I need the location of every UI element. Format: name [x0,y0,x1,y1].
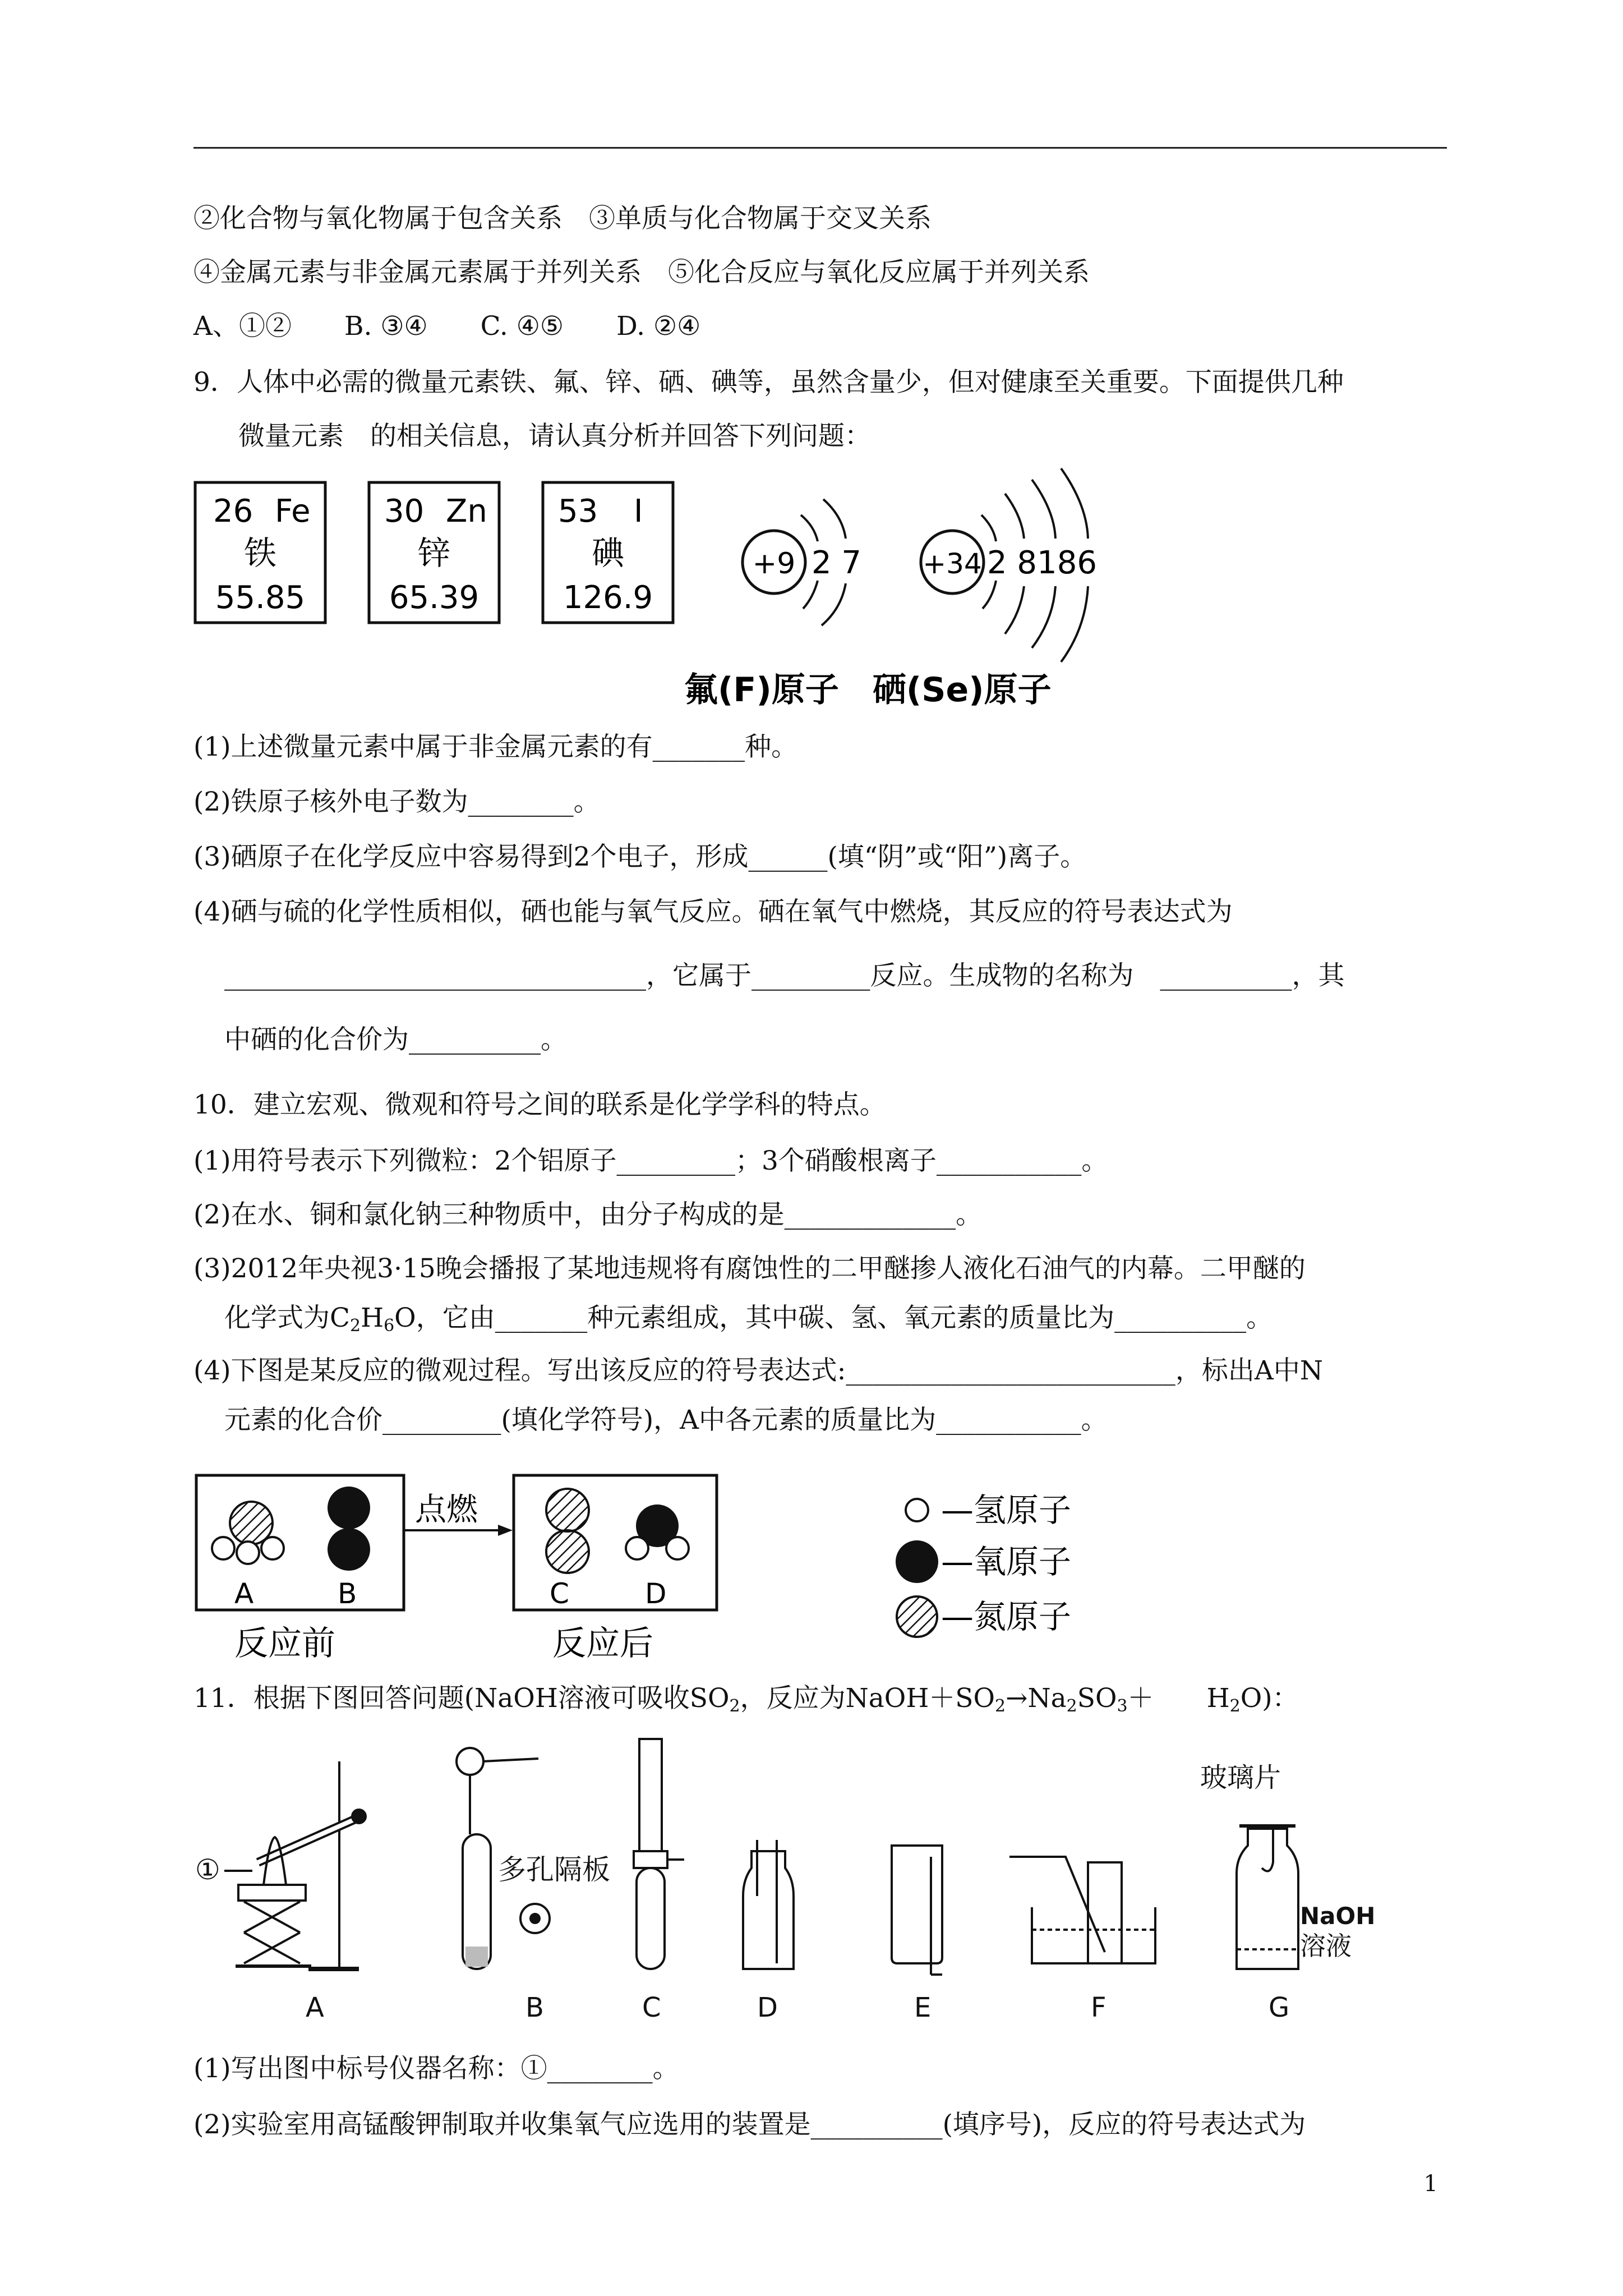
q10-part-4-cont: 元素的化合价_________(填化学符号)，A中各元素的质量比为___________。 [224,1405,1108,1435]
element-name: 铁 [243,534,277,572]
label-a: A [234,1577,254,1610]
q9-part-3: (3)硒原子在化学反应中容易得到2个电子，形成______(填“阴”或“阳”)离子。 [193,841,1087,872]
label-f: F [1091,1992,1106,2023]
element-number: 26 [213,493,253,530]
label-b: B [338,1577,357,1610]
atom-caption: 氟(F)原子 硒(Se)原子 [684,670,1052,710]
selenium-atom-diagram [921,468,1097,662]
apparatus-figure [191,1728,1424,2025]
element-name: 碘 [591,534,625,572]
q9-part-1: (1)上述微量元素中属于非金属元素的有_______种。 [193,731,798,762]
question-11-stem [193,1682,1299,1723]
q11-sub: 3 [1117,1696,1128,1716]
arrow-label: 点燃 [415,1492,478,1528]
apparatus-labels [306,1992,1289,2023]
label-g: G [1269,1992,1290,2023]
apparatus-a [195,1761,366,1969]
glass-plate-label: 玻璃片 [1200,1762,1281,1793]
before-caption: 反应前 [234,1624,335,1663]
element-card-i [543,482,673,623]
apparatus-f [1009,1857,1155,1963]
q11-sub: 2 [995,1696,1006,1716]
formula-sub: 6 [384,1316,395,1336]
element-number: 53 [558,493,598,530]
before-box [196,1475,404,1610]
q11-text: O)： [1240,1683,1299,1714]
reaction-figure [191,1470,1178,1672]
selenium-shells: 2 8186 [987,545,1097,581]
text-line-1: ②化合物与氧化物属于包含关系 ③单质与化合物属于交叉关系 [193,203,932,234]
q11-sub: 2 [729,1696,740,1716]
question-9-stem: 9．人体中必需的微量元素铁、氟、锌、硒、碘等，虽然含量少，但对健康至关重要。下面提供几种 [193,367,1344,398]
header-rule [193,147,1447,149]
element-card-zn [369,482,499,623]
element-symbol: Zn [446,493,487,530]
question-9-stem-cont: 微量元素 的相关信息，请认真分析并回答下列问题： [238,421,871,452]
selenium-nucleus: +34 [923,547,982,580]
element-mass: 126.9 [562,579,653,616]
label-d: D [645,1577,667,1610]
text-line-2: ④金属元素与非金属元素属于并列关系 ⑤化合反应与氧化反应属于并列关系 [193,257,1090,288]
element-mass: 55.85 [215,579,306,616]
q9-part-4: (4)硒与硫的化学性质相似，硒也能与氧气反应。硒在氧气中燃烧，其反应的符号表达式为 [193,896,1233,927]
label-c: C [550,1577,569,1610]
apparatus-b [457,1748,610,1969]
fluorine-shells: 2 7 [811,545,862,581]
legend-nitrogen: —氮原子 [941,1598,1072,1636]
q10-part-2: (2)在水、铜和氯化钠三种物质中，由分子构成的是_____________。 [193,1199,983,1230]
apparatus-d [743,1840,794,1969]
element-name: 锌 [417,534,451,572]
fluorine-atom-diagram [743,499,861,625]
element-symbol: Fe [275,493,311,530]
answer-choices: A、①② B. ③④ C. ④⑤ D. ②④ [193,311,701,342]
q10-part-3-cont [224,1301,1272,1343]
q11-text: ＋ H [1127,1683,1230,1714]
legend-hydrogen: —氢原子 [941,1491,1072,1529]
question-10-stem: 10．建立宏观、微观和符号之间的联系是化学学科的特点。 [193,1089,886,1120]
apparatus-c [634,1739,684,1969]
label-d: D [757,1992,778,2023]
label-c: C [642,1992,661,2023]
element-mass: 65.39 [389,579,479,616]
q11-text: SO [1077,1683,1117,1714]
q9-part-4-cont: ________________________________，它属于_________反应。生成物的名称为 __________，其 [224,960,1345,991]
after-box [514,1475,717,1610]
q11-part-2: (2)实验室用高锰酸钾制取并收集氧气应选用的装置是__________(填序号)，反应的符号表达式为 [193,2109,1306,2140]
arrow [404,1492,513,1536]
formula-pre: 化学式为C [224,1303,350,1333]
formula-post: O，它由_______种元素组成，其中碳、氢、氧元素的质量比为__________。 [394,1303,1273,1333]
apparatus-g [1200,1762,1375,1969]
element-number: 30 [384,493,425,530]
q10-part-3: (3)2012年央视3·15晚会播报了某地违规将有腐蚀性的二甲醚掺人液化石油气的内幕。二甲醚的 [193,1253,1306,1284]
q10-part-4: (4)下图是某反应的微观过程。写出该反应的符号表达式:_________________________，标出A中N [193,1355,1323,1386]
label-e: E [914,1992,932,2023]
page-number: 1 [1423,2171,1438,2197]
element-info-figure [191,466,1155,724]
naoh-solution-label: 溶液 [1300,1931,1352,1961]
porous-plate-label: 多孔隔板 [498,1853,610,1886]
legend-oxygen: —氧原子 [941,1543,1072,1581]
q9-part-4-end: 中硒的化合价为__________。 [224,1024,567,1055]
q11-text: ，反应为NaOH＋SO [740,1683,995,1714]
q11-text: →Na [1006,1683,1067,1714]
element-card-fe [195,482,325,623]
element-symbol: I [634,493,643,530]
fluorine-nucleus: +9 [752,547,796,581]
naoh-label: NaOH [1300,1902,1376,1930]
apparatus-e [892,1846,942,1975]
q9-part-2: (2)铁原子核外电子数为________。 [193,786,600,817]
q11-sub: 2 [1066,1696,1077,1716]
formula-sub: 2 [349,1316,361,1336]
label-b: B [525,1992,544,2023]
q11-sub: 2 [1229,1696,1241,1716]
q11-text: 11．根据下图回答问题(NaOH溶液可吸收SO [193,1683,730,1714]
q11-part-1: (1)写出图中标号仪器名称：①________。 [193,2053,679,2084]
after-caption: 反应后 [552,1624,653,1663]
legend [896,1491,1071,1637]
q10-part-1: (1)用符号表示下列微粒：2个铝原子_________；3个硝酸根离子___________。 [193,1145,1108,1176]
label-a: A [306,1992,324,2023]
marker-1: ① [195,1853,220,1886]
formula-mid: H [361,1303,384,1333]
